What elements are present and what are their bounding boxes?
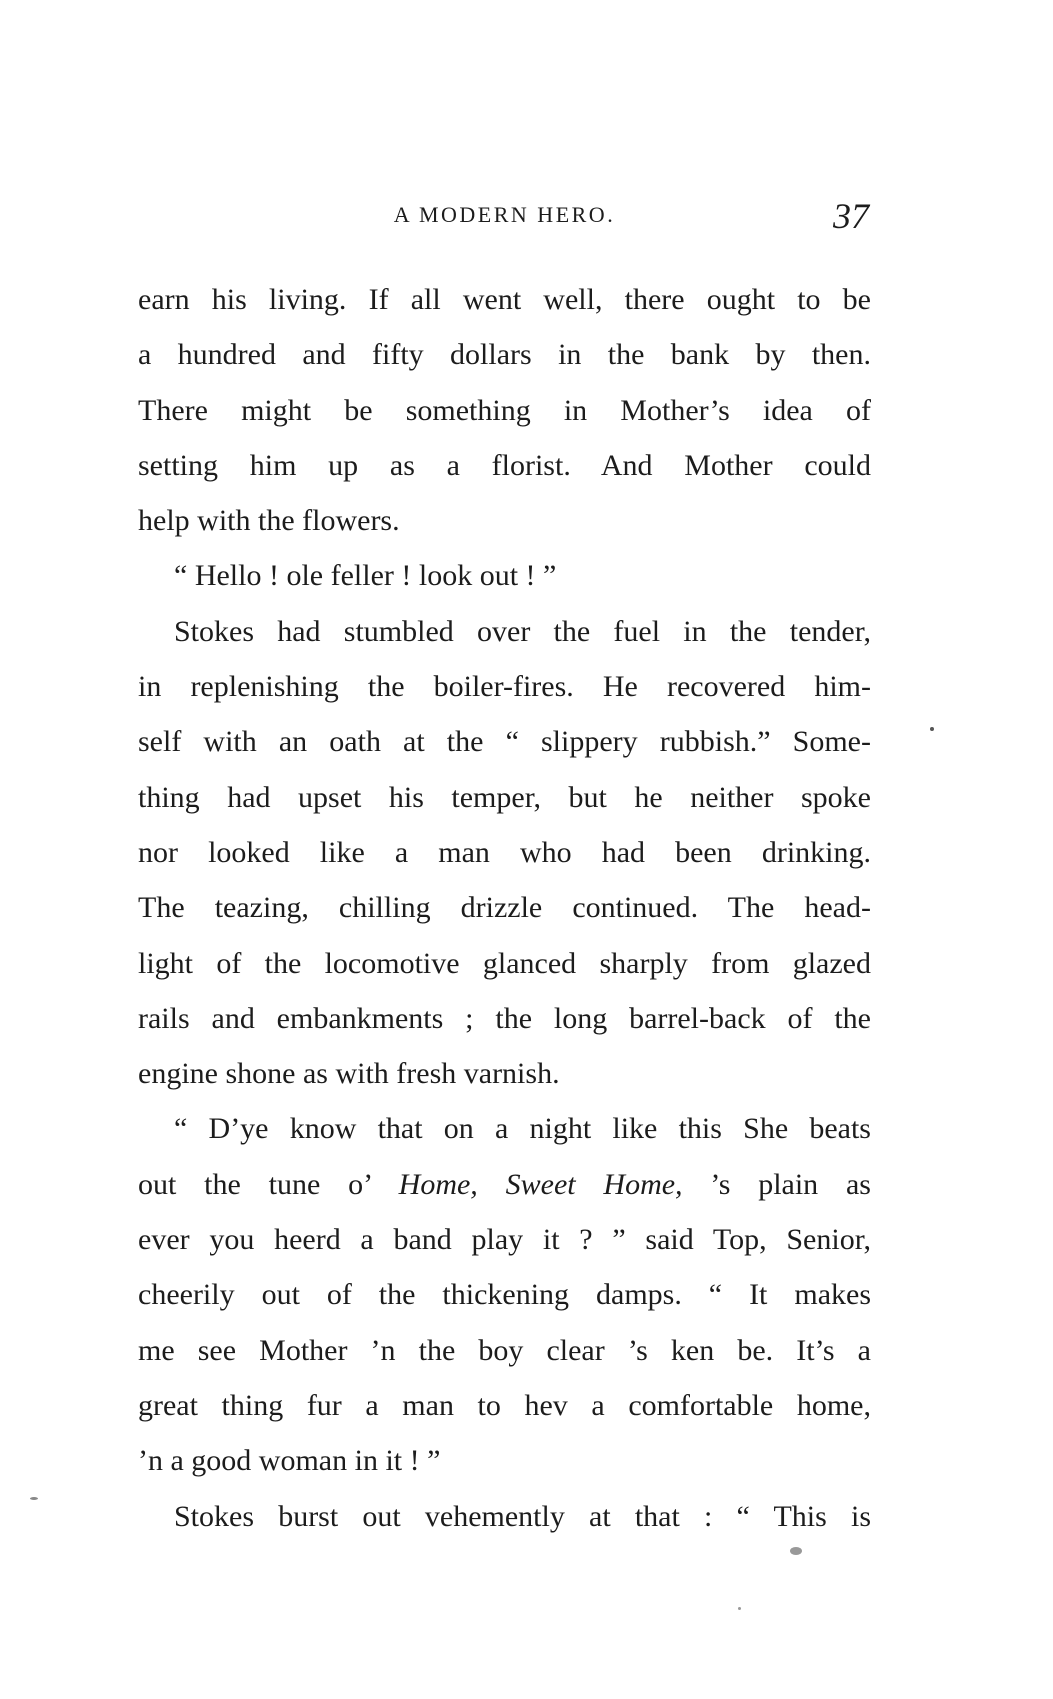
text-line: engine shone as with fresh varnish. <box>138 1057 560 1091</box>
running-header <box>138 198 871 248</box>
text-line <box>138 1157 871 1212</box>
text-line: great thing fur a man to hev a comfortable home, <box>138 1388 871 1422</box>
text-line: cheerily out of the thickening damps. “ It makes <box>138 1278 871 1312</box>
print-speck <box>738 1607 741 1610</box>
body-text <box>138 272 871 1544</box>
text-line: “ D’ye know that on a night like this She beats <box>174 1112 871 1146</box>
text-line: There might be something in Mother’s idea of <box>138 393 871 427</box>
text-line: a hundred and fifty dollars in the bank by then. <box>138 338 871 372</box>
text-line: nor looked like a man who had been drinking. <box>138 835 871 869</box>
text-line: earn his living. If all went well, there ought to be <box>138 283 871 316</box>
text-line: rails and embankments ; the long barrel-back of the <box>138 1001 871 1035</box>
text-line: help with the flowers. <box>138 504 400 538</box>
text-line: in replenishing the boiler-fires. He recovered him- <box>138 670 871 704</box>
text-line: Stokes had stumbled over the fuel in the tender, <box>174 614 871 648</box>
print-speck <box>790 1547 802 1555</box>
text-fragment: out the tune o’ <box>138 1167 399 1201</box>
text-line: me see Mother ’n the boy clear ’s ken be. It’s a <box>138 1333 871 1367</box>
text-line: Stokes burst out vehemently at that : “ This is <box>174 1499 871 1533</box>
text-line: light of the locomotive glanced sharply from glazed <box>138 946 871 980</box>
text-line: self with an oath at the “ slippery rubbish.” Some- <box>138 725 871 759</box>
text-line: thing had upset his temper, but he neither spoke <box>138 780 871 814</box>
page-number: 37 <box>833 196 869 236</box>
text-fragment: ’s plain as <box>682 1167 871 1201</box>
text-line: The teazing, chilling drizzle continued. The head- <box>138 891 871 925</box>
print-speck <box>30 1497 38 1500</box>
text-line: setting him up as a florist. And Mother could <box>138 448 871 482</box>
text-line: ’n a good woman in it ! ” <box>138 1444 441 1478</box>
text-line: “ Hello ! ole feller ! look out ! ” <box>174 559 557 593</box>
running-title: A MODERN HERO. <box>393 202 616 227</box>
text-line: ever you heerd a band play it ? ” said Top, Senior, <box>138 1223 871 1257</box>
print-speck <box>930 727 934 731</box>
italic-title: Home, Sweet Home, <box>398 1167 683 1201</box>
